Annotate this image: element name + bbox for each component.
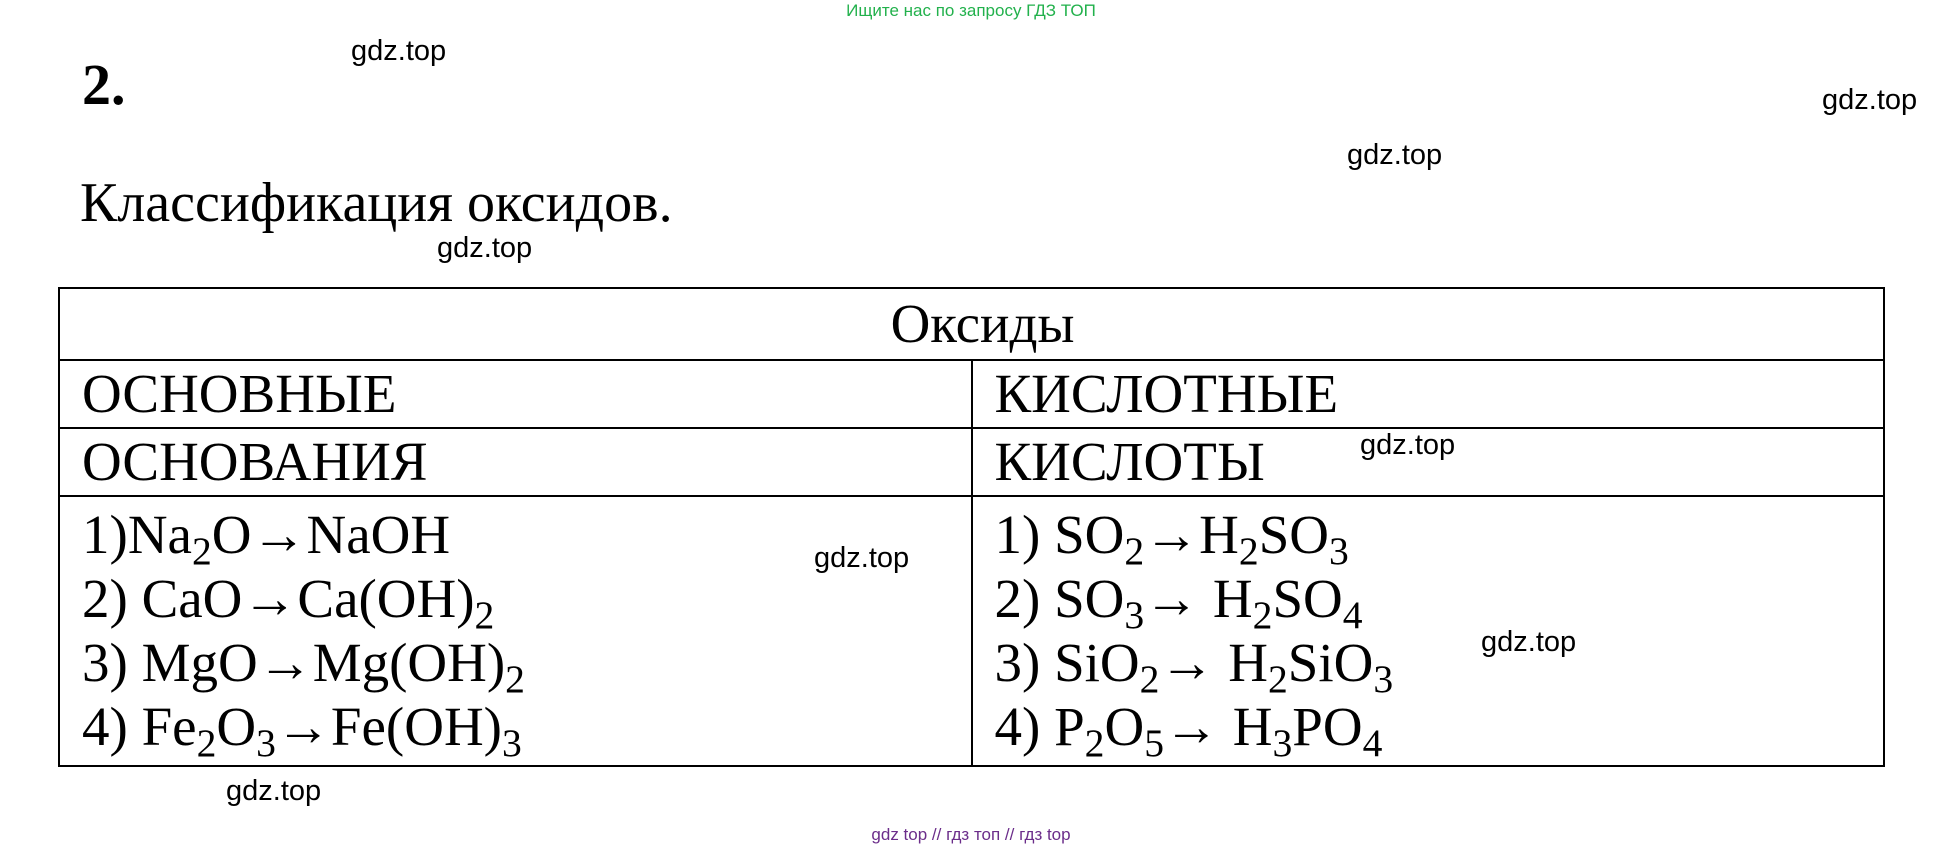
task-number: 2. (82, 52, 126, 117)
reaction-line: 2) $SO_3\to H_2SO_4$ (994, 568, 1363, 638)
formula-subscript: 5 (1144, 721, 1164, 766)
watermark: gdz.top (814, 542, 910, 574)
top-banner[interactable]: Ищите нас по запросу ГДЗ ТОП (846, 1, 1096, 20)
basic-oxides-label: ОСНОВНЫЕ (59, 360, 972, 428)
formula-subscript: 2 (505, 657, 525, 702)
watermark: gdz.top (1360, 429, 1456, 461)
watermark: gdz.top (351, 35, 447, 67)
reaction-line: 2) $CaO\to Ca(OH)_2$ (82, 568, 495, 638)
reactions-row (59, 496, 1884, 766)
acids-label: КИСЛОТЫ (972, 428, 1885, 496)
footer-links[interactable]: gdz top // гдз топ // гдз top (871, 825, 1071, 844)
formula-subscript: 4 (1342, 593, 1363, 638)
oxide-type-row (59, 360, 1884, 428)
formula-subscript: 2 (1238, 529, 1259, 574)
formula-subscript: 2 (1124, 529, 1145, 574)
formula-subscript: 2 (1252, 593, 1273, 638)
reaction-line: 4) $P_2O_5\to H_3PO_4$ (994, 696, 1383, 766)
bases-label: ОСНОВАНИЯ (59, 428, 972, 496)
formula-subscript: 2 (1267, 657, 1288, 702)
formula-subscript: 3 (256, 721, 276, 766)
watermark: gdz.top (1822, 84, 1918, 116)
formula-subscript: 2 (196, 721, 217, 766)
watermark: gdz.top (226, 775, 322, 807)
reaction-line: 4) $Fe_2O_3\to Fe(OH)_3$ (82, 696, 522, 766)
formula-subscript: 3 (1124, 593, 1145, 638)
watermark: gdz.top (1481, 626, 1577, 658)
watermark: gdz.top (437, 232, 533, 264)
product-type-row (59, 428, 1884, 496)
formula-subscript: 3 (501, 721, 522, 766)
reaction-line: 1) $SO_2\to H_2SO_3$ (994, 504, 1349, 574)
formula-subscript: 2 (474, 593, 495, 638)
oxides-classification-table (58, 287, 1885, 767)
reaction-line: 3) $MgO\to Mg(OH)_2$ (82, 632, 525, 702)
acidic-oxides-label: КИСЛОТНЫЕ (972, 360, 1885, 428)
watermark: gdz.top (1347, 139, 1443, 171)
formula-subscript: 3 (1373, 657, 1394, 702)
table-title: Оксиды (59, 288, 1884, 360)
reaction-line: 3) $SiO_2\to H_2SiO_3$ (994, 632, 1394, 702)
table-title-row (59, 288, 1884, 360)
formula-subscript: 2 (1139, 657, 1160, 702)
basic-reactions-cell (59, 496, 972, 766)
page-heading: Классификация оксидов. (80, 172, 673, 234)
formula-subscript: 3 (1329, 529, 1349, 574)
formula-subscript: 3 (1272, 721, 1293, 766)
formula-subscript: 4 (1362, 721, 1383, 766)
reaction-line: $1)Na_2O\to NaOH$ (82, 504, 451, 574)
acidic-reactions-cell (972, 496, 1885, 766)
formula-subscript: 2 (1084, 721, 1105, 766)
formula-subscript: 2 (191, 529, 212, 574)
